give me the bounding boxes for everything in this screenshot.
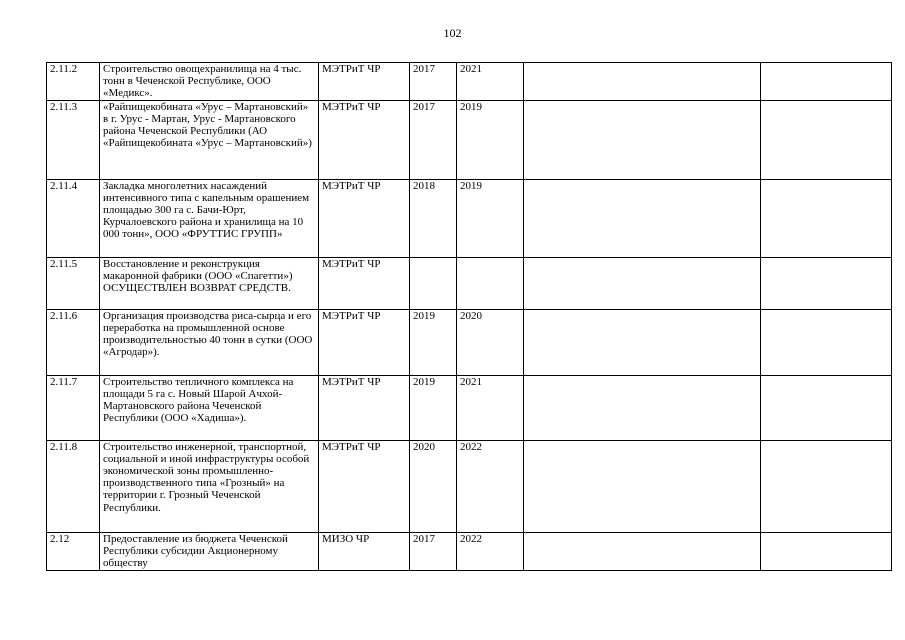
executor: МЭТРиТ ЧР (319, 440, 410, 532)
end-year: 2021 (457, 375, 524, 440)
executor: МЭТРиТ ЧР (319, 309, 410, 375)
executor: МИЗО ЧР (319, 532, 410, 570)
table-row (47, 375, 892, 440)
note-cell (761, 532, 892, 570)
end-year: 2020 (457, 309, 524, 375)
end-year: 2021 (457, 63, 524, 101)
start-year: 2017 (410, 532, 457, 570)
row-number: 2.11.8 (47, 440, 100, 532)
measure-name: Закладка многолетних насаждений интенсивного типа с капельным орашением площадью 300 га с. Бачи-Юрт, Курчалоевского района и хранилища на 10 000 тонн», ООО «ФРУТТИС ГРУПП» (100, 179, 319, 257)
executor: МЭТРиТ ЧР (319, 179, 410, 257)
measure-name: Строительство овощехранилища на 4 тыс. тонн в Чеченской Республике, ООО «Медикс». (100, 63, 319, 101)
start-year: 2017 (410, 100, 457, 179)
measure-name: Организация производства риса-сырца и его переработка на промышленной основе производительностью 40 тонн в сутки (ООО «Агродар»). (100, 309, 319, 375)
table-row (47, 257, 892, 309)
table-row (47, 440, 892, 532)
table-row (47, 179, 892, 257)
end-year: 2019 (457, 179, 524, 257)
start-year: 2018 (410, 179, 457, 257)
start-year: 2020 (410, 440, 457, 532)
result-cell (524, 309, 761, 375)
table-row (47, 309, 892, 375)
measure-name: Предоставление из бюджета Чеченской Республики субсидии Акционерному обществу (100, 532, 319, 570)
row-number: 2.11.5 (47, 257, 100, 309)
result-cell (524, 63, 761, 101)
row-number: 2.11.2 (47, 63, 100, 101)
table-row (47, 532, 892, 570)
note-cell (761, 375, 892, 440)
row-number: 2.12 (47, 532, 100, 570)
note-cell (761, 179, 892, 257)
executor: МЭТРиТ ЧР (319, 375, 410, 440)
end-year (457, 257, 524, 309)
note-cell (761, 257, 892, 309)
note-cell (761, 440, 892, 532)
result-cell (524, 532, 761, 570)
measure-name: Строительство инженерной, транспортной, социальной и иной инфраструктуры особой экономической зоны промышленно-производственного типа «Грозный» на территории г. Грозный Чеченской Республики. (100, 440, 319, 532)
note-cell (761, 309, 892, 375)
note-cell (761, 100, 892, 179)
row-number: 2.11.3 (47, 100, 100, 179)
result-cell (524, 100, 761, 179)
note-cell (761, 63, 892, 101)
table-row (47, 63, 892, 101)
result-cell (524, 440, 761, 532)
start-year: 2017 (410, 63, 457, 101)
start-year: 2019 (410, 375, 457, 440)
measure-name: Восстановление и реконструкция макаронной фабрики (ООО «Спагетти») ОСУЩЕСТВЛЕН ВОЗВРАТ СРЕДСТВ. (100, 257, 319, 309)
page-number: 102 (443, 26, 462, 40)
row-number: 2.11.7 (47, 375, 100, 440)
end-year: 2022 (457, 440, 524, 532)
start-year (410, 257, 457, 309)
table-row (47, 100, 892, 179)
end-year: 2019 (457, 100, 524, 179)
executor: МЭТРиТ ЧР (319, 257, 410, 309)
program-table (46, 62, 892, 571)
executor: МЭТРиТ ЧР (319, 63, 410, 101)
row-number: 2.11.4 (47, 179, 100, 257)
end-year: 2022 (457, 532, 524, 570)
executor: МЭТРиТ ЧР (319, 100, 410, 179)
result-cell (524, 375, 761, 440)
measure-name: Строительство тепличного комплекса на площади 5 га с. Новый Шарой Ачхой-Мартановского района Чеченской Республики (ООО «Хадиша»). (100, 375, 319, 440)
measure-name: «Райпищекобината «Урус – Мартановский» в г. Урус - Мартан, Урус - Мартановского района Чеченской Республики (АО «Райпищекобината «Урус – Мартановский») (100, 100, 319, 179)
result-cell (524, 257, 761, 309)
row-number: 2.11.6 (47, 309, 100, 375)
result-cell (524, 179, 761, 257)
start-year: 2019 (410, 309, 457, 375)
program-table-body (47, 63, 892, 571)
